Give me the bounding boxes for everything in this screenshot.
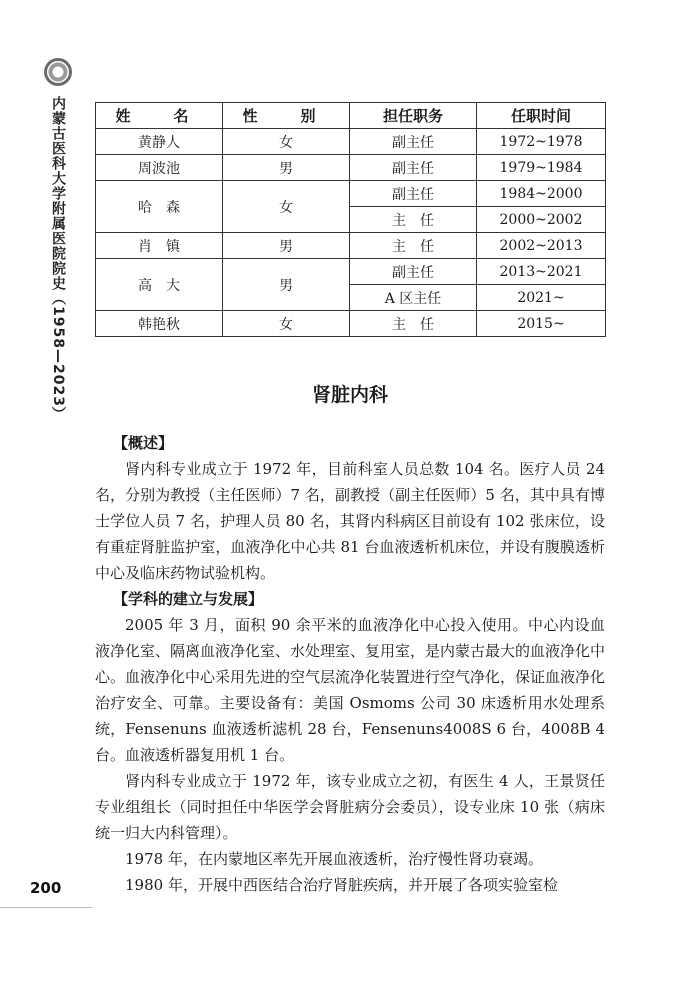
cell-term: 1984~2000: [477, 181, 606, 207]
body-paragraph: 1980 年，开展中西医结合治疗肾脏疾病，并开展了各项实验室检: [125, 876, 558, 894]
cell-name: 周波池: [96, 155, 223, 181]
staff-table: [95, 102, 606, 337]
table-header-row: [96, 103, 606, 129]
body-paragraph: 2005 年 3 月，面积 90 余平米的血液净化中心投入使用。中心内设血液净化室、隔离血液净化室、水处理室、复用室，是内蒙古最大的血液净化中心。血液净化中心采用先进的空气层流净化装置进行空气净化，保证血液净化治疗安全、可靠。主要设备有：美国 Osmoms 公司 30 床透析用水处理系统，Fensenuns 血液透析滤机 28 台，Fensenuns4008S 6 台，4008B 4 台。血液透析器复用机 1 台。: [95, 616, 606, 764]
overview-heading: 【概述】: [113, 434, 174, 452]
table-row: [96, 311, 606, 337]
cell-position: 主 任: [350, 233, 477, 259]
cell-name: 肖 镇: [96, 233, 223, 259]
cell-gender: 男: [223, 233, 350, 259]
cell-term: 2015~: [477, 311, 606, 337]
cell-gender: 男: [223, 259, 350, 311]
book-title-vertical: 内蒙古医科大学附属医院院史（1958—2023）: [50, 96, 66, 422]
development-heading: 【学科的建立与发展】: [113, 590, 264, 608]
cell-gender: 男: [223, 155, 350, 181]
table-row: [96, 181, 606, 207]
table-row: [96, 259, 606, 285]
table-row: [96, 233, 606, 259]
cell-name: 哈 森: [96, 181, 223, 233]
table-row: [96, 129, 606, 155]
cell-term: 1972~1978: [477, 129, 606, 155]
cell-position: 副主任: [350, 259, 477, 285]
cell-position: 主 任: [350, 311, 477, 337]
page-number: 200: [30, 879, 62, 897]
cell-term: 2000~2002: [477, 207, 606, 233]
cell-term: 1979~1984: [477, 155, 606, 181]
section-title: 肾脏内科: [311, 384, 388, 406]
header-name: 姓 名: [96, 103, 223, 129]
cell-term: 2013~2021: [477, 259, 606, 285]
table-row: [96, 155, 606, 181]
cell-position: 副主任: [350, 155, 477, 181]
header-term: 任职时间: [477, 103, 606, 129]
hospital-logo-icon: [44, 58, 72, 86]
cell-gender: 女: [223, 129, 350, 155]
page-number-rule: [0, 907, 92, 908]
cell-gender: 女: [223, 181, 350, 233]
cell-term: 2021~: [477, 285, 606, 311]
cell-position: 主 任: [350, 207, 477, 233]
section-body: [95, 430, 605, 898]
cell-position: 副主任: [350, 181, 477, 207]
cell-name: 黄静人: [96, 129, 223, 155]
cell-gender: 女: [223, 311, 350, 337]
header-position: 担任职务: [350, 103, 477, 129]
body-paragraph: 肾内科专业成立于 1972 年，该专业成立之初，有医生 4 人，王景贤任专业组组长（同时担任中华医学会肾脏病分会委员），设专业床 10 张（病床统一归大内科管理）。: [95, 772, 605, 842]
overview-paragraph: 肾内科专业成立于 1972 年，目前科室人员总数 104 名。医疗人员 24 名，分别为教授（主任医师）7 名，副教授（副主任医师）5 名，其中具有博士学位人员 7 名，护理人员 80 名，其肾内科病区目前设有 102 张床位，设有重症肾脏监护室，血液净化中心共 81 台血液透析机床位，并设有腹膜透析中心及临床药物试验机构。: [95, 460, 605, 582]
cell-name: 高 大: [96, 259, 223, 311]
header-gender: 性 别: [223, 103, 350, 129]
cell-position: 副主任: [350, 129, 477, 155]
cell-term: 2002~2013: [477, 233, 606, 259]
cell-name: 韩艳秋: [96, 311, 223, 337]
cell-position: A 区主任: [350, 285, 477, 311]
body-paragraph: 1978 年，在内蒙地区率先开展血液透析，治疗慢性肾功衰竭。: [125, 850, 543, 868]
